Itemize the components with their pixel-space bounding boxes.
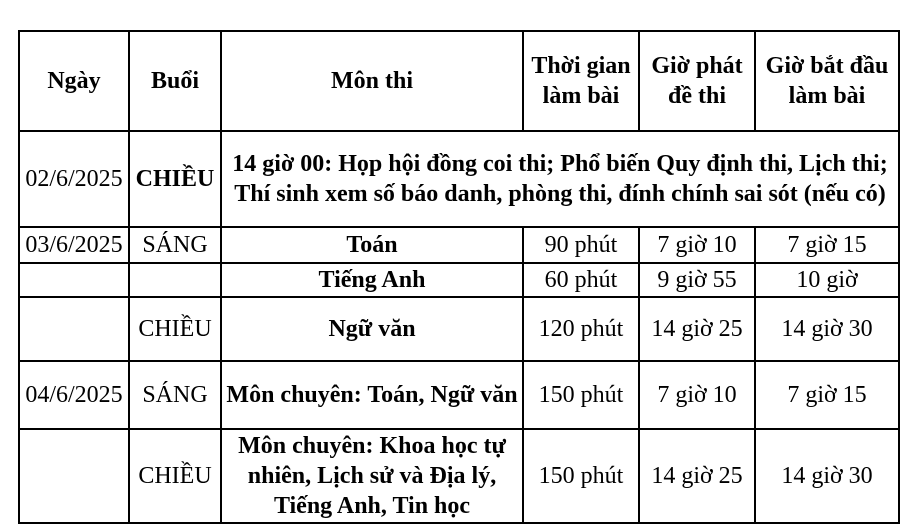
table-row	[19, 227, 899, 263]
cell-ngay: 03/6/2025	[19, 227, 129, 263]
cell-buoi	[129, 263, 221, 297]
cell-buoi: CHIỀU	[129, 131, 221, 227]
cell-mon: Ngữ văn	[221, 297, 523, 361]
table-row	[19, 429, 899, 523]
table-row	[19, 297, 899, 361]
cell-thoi-gian: 60 phút	[523, 263, 639, 297]
cell-thoi-gian: 150 phút	[523, 429, 639, 523]
cell-mon: Môn chuyên: Khoa học tự nhiên, Lịch sử và Địa lý, Tiếng Anh, Tin học	[221, 429, 523, 523]
header-gio-bat-dau: Giờ bắt đầu làm bài	[755, 31, 899, 131]
header-gio-phat: Giờ phát đề thi	[639, 31, 755, 131]
cell-gio-bat-dau: 10 giờ	[755, 263, 899, 297]
cell-gio-phat: 14 giờ 25	[639, 429, 755, 523]
table-row	[19, 131, 899, 227]
cell-gio-phat: 7 giờ 10	[639, 361, 755, 429]
cell-mon: Toán	[221, 227, 523, 263]
cell-gio-bat-dau: 14 giờ 30	[755, 429, 899, 523]
cell-buoi: CHIỀU	[129, 429, 221, 523]
cell-gio-bat-dau: 14 giờ 30	[755, 297, 899, 361]
header-thoi-gian: Thời gian làm bài	[523, 31, 639, 131]
cell-ngay: 02/6/2025	[19, 131, 129, 227]
cell-thoi-gian: 90 phút	[523, 227, 639, 263]
table-row	[19, 263, 899, 297]
cell-ngay	[19, 263, 129, 297]
cell-buoi: SÁNG	[129, 361, 221, 429]
cell-ngay: 04/6/2025	[19, 361, 129, 429]
cell-gio-bat-dau: 7 giờ 15	[755, 227, 899, 263]
cell-thoi-gian: 120 phút	[523, 297, 639, 361]
header-buoi: Buổi	[129, 31, 221, 131]
cell-ngay	[19, 429, 129, 523]
cell-gio-phat: 7 giờ 10	[639, 227, 755, 263]
table-row	[19, 361, 899, 429]
cell-thoi-gian: 150 phút	[523, 361, 639, 429]
exam-schedule-table	[18, 30, 900, 524]
cell-buoi: CHIỀU	[129, 297, 221, 361]
header-mon-thi: Môn thi	[221, 31, 523, 131]
table-header-row	[19, 31, 899, 131]
cell-gio-phat: 9 giờ 55	[639, 263, 755, 297]
cell-mon: Môn chuyên: Toán, Ngữ văn	[221, 361, 523, 429]
cell-gio-phat: 14 giờ 25	[639, 297, 755, 361]
cell-ngay	[19, 297, 129, 361]
cell-buoi: SÁNG	[129, 227, 221, 263]
cell-gio-bat-dau: 7 giờ 15	[755, 361, 899, 429]
cell-mon: Tiếng Anh	[221, 263, 523, 297]
header-ngay: Ngày	[19, 31, 129, 131]
cell-note: 14 giờ 00: Họp hội đồng coi thi; Phổ biến Quy định thi, Lịch thi; Thí sinh xem số báo danh, phòng thi, đính chính sai sót (nếu có)	[221, 131, 899, 227]
